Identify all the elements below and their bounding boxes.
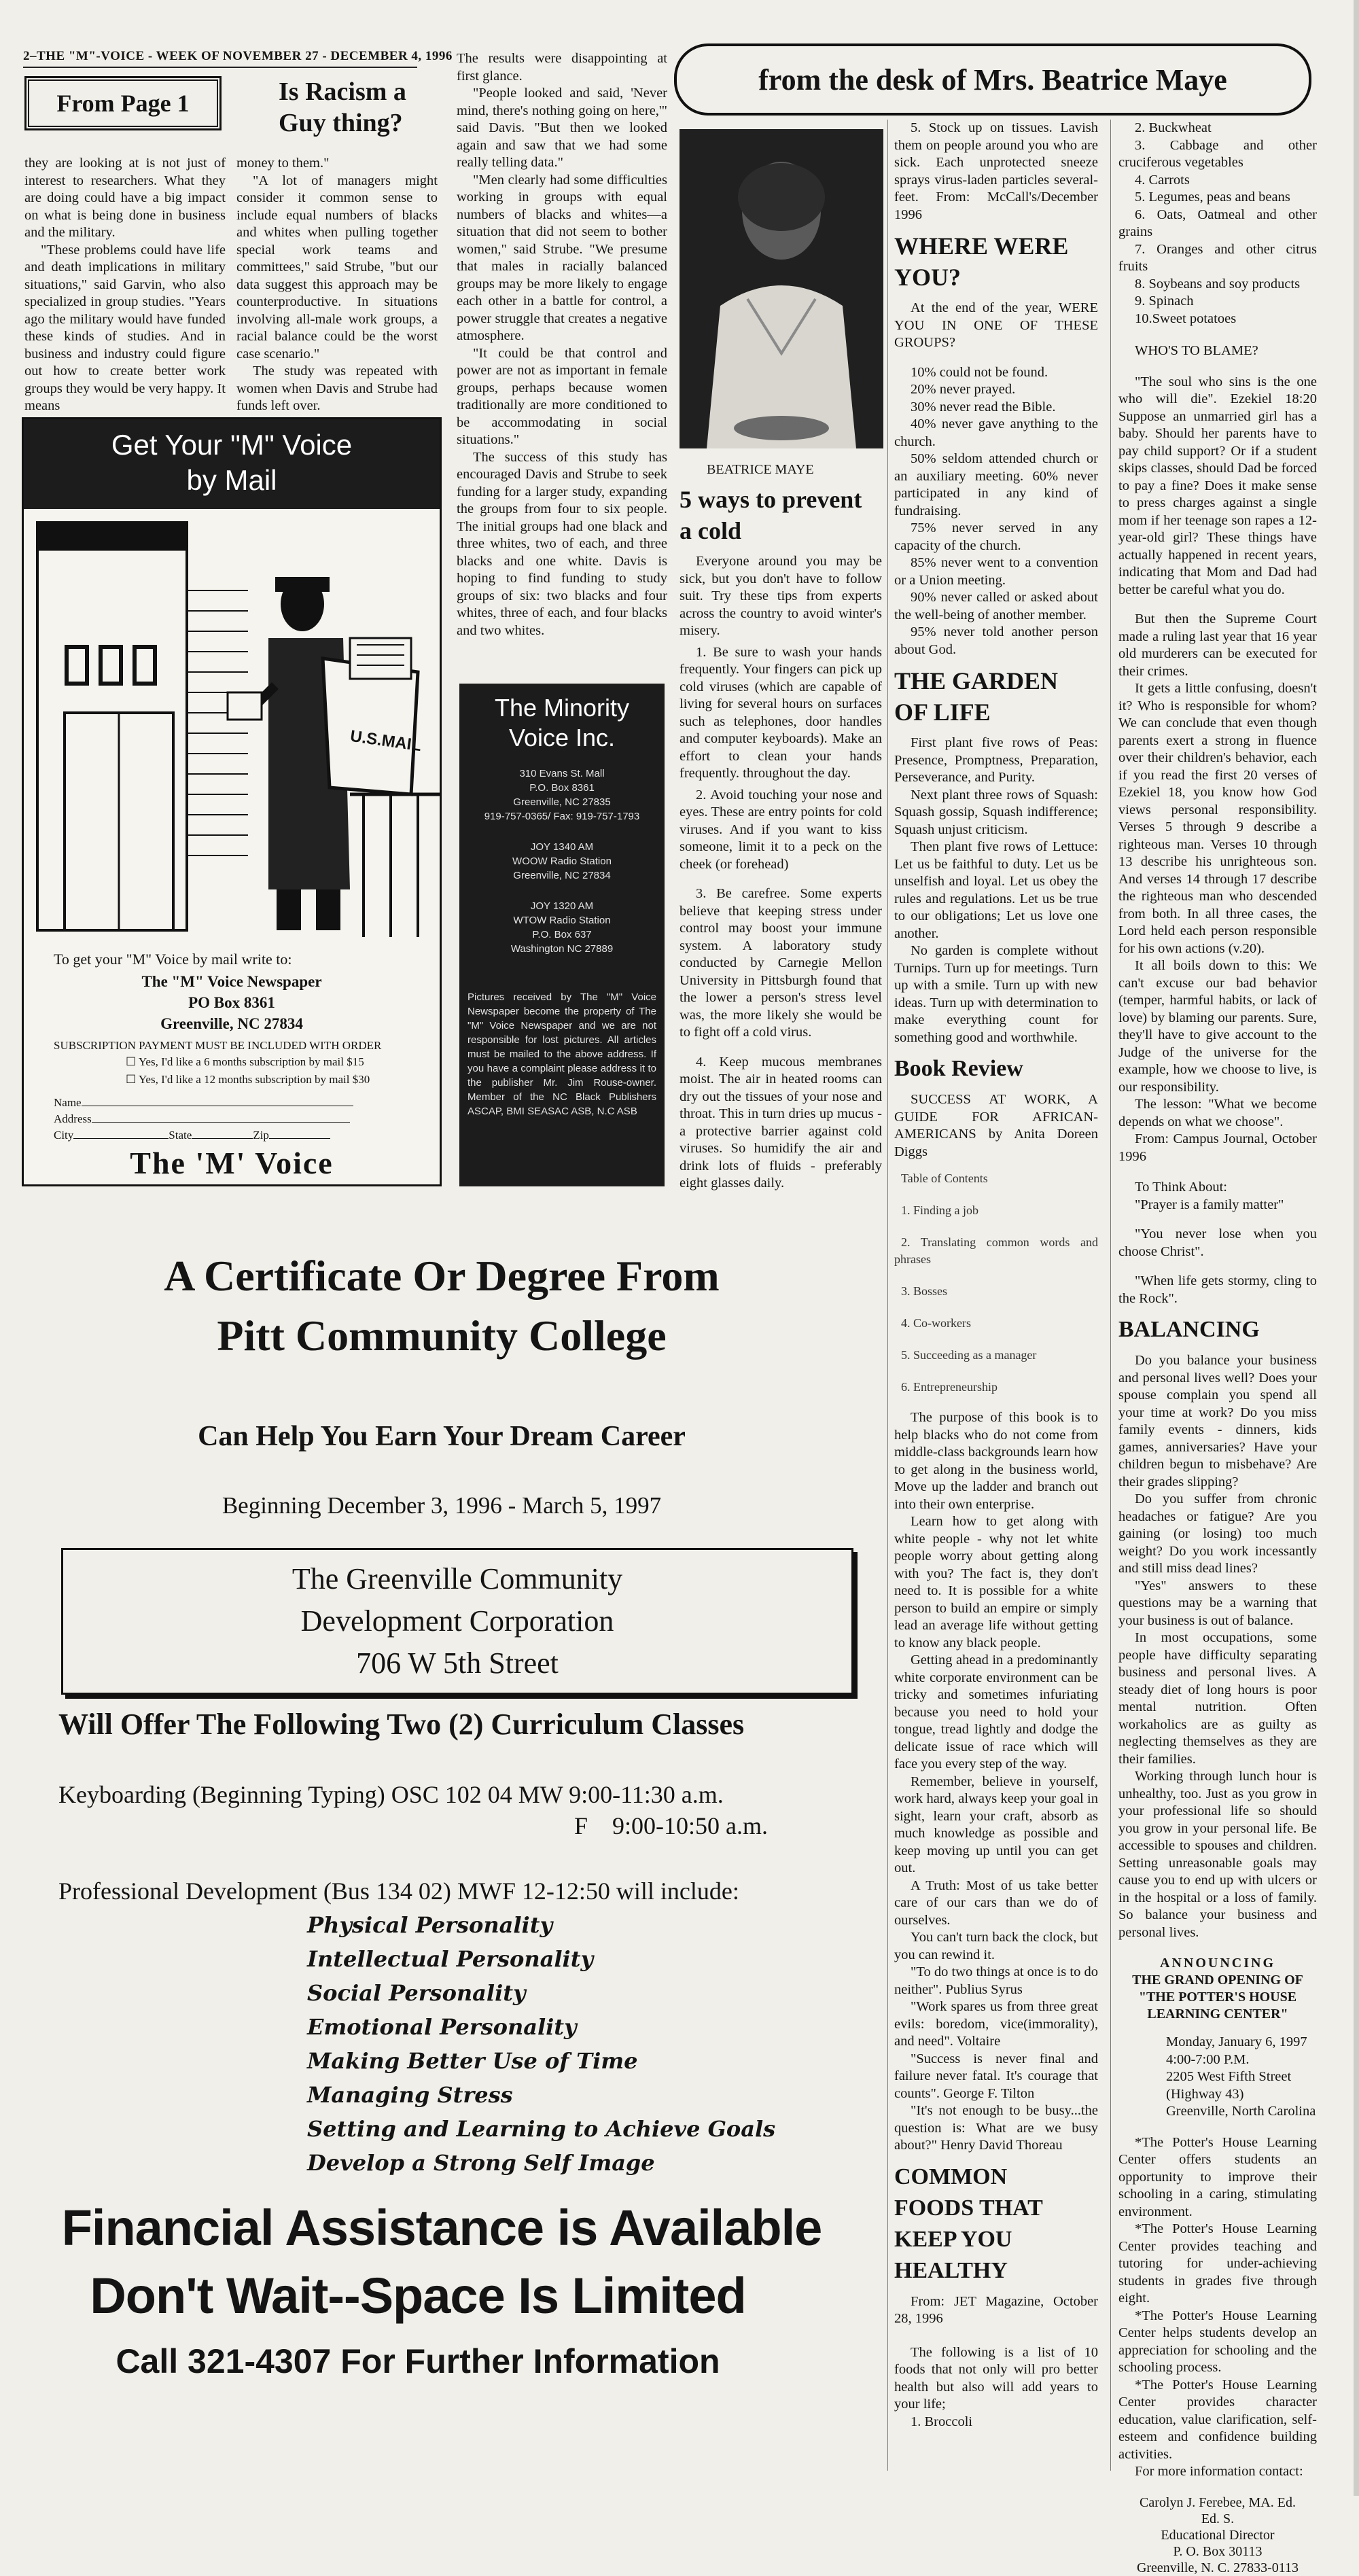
garden-title-line: OF LIFE <box>894 699 991 726</box>
topic-item: Making Better Use of Time <box>307 2048 638 2074</box>
where-title-line: WHERE WERE <box>894 232 1069 260</box>
review-title: Book Review <box>894 1056 1023 1081</box>
address-line: P.O. Box 8361 <box>529 782 595 794</box>
blame-title: WHO'S TO BLAME? <box>1135 343 1258 358</box>
blame-paragraph: But then the Supreme Court made a ruling last year that 16 year old murderers can be executed for their crimes. <box>1118 612 1317 679</box>
topics-list <box>307 1908 775 2180</box>
scan-edge <box>1354 0 1359 2496</box>
address-line: 310 Evans St. Mall <box>519 768 605 779</box>
list-item: 90% never called or asked about the well-being of another member. <box>894 590 1098 622</box>
class-keyboarding: Keyboarding (Beginning Typing) OSC 102 04 MW 9:00-11:30 a.m. <box>58 1781 724 1808</box>
cold-paragraph: Everyone around you may be sick, but you don't have to follow suit. Try these tips from experts across the country to avoid winter's misery. <box>680 554 882 638</box>
foods-title <box>894 2162 1098 2287</box>
foods-item: 2. Buckwheat <box>1135 120 1212 135</box>
city-label: City <box>54 1129 74 1142</box>
foods-item: 7. Oranges and other citrus fruits <box>1118 241 1317 274</box>
think-item: "When life gets stormy, cling to the Rock". <box>1118 1273 1317 1306</box>
mail-subscription-ad <box>22 417 442 1186</box>
subscription-option-12-months[interactable] <box>126 1073 370 1087</box>
minority-address-1 <box>467 766 656 824</box>
tissues-paragraph: 5. Stock up on tissues. Lavish them on people around you who are sick. Each unprotected sneeze sprays virus-laden particles several-feet. From: McCall's/December 1996 <box>894 120 1098 222</box>
topic-item: Managing Stress <box>307 2082 513 2108</box>
mail-address-line: Greenville, NC 27834 <box>160 1015 303 1032</box>
toc-item: 1. Finding a job <box>901 1203 979 1217</box>
review-paragraph: Learn how to get along with white people - why not let white people worry about getting along with you? The fact is, they don't need to. It is possible for a white person to build an empire or simply lead an average life without getting to know any black people. <box>894 1514 1098 1651</box>
racism-paragraph: they are looking at is not just of interest to researchers. What they are doing could have a big impact on what is being done in business and the military. <box>24 156 226 240</box>
foods-title-line: HEALTHY <box>894 2257 1008 2283</box>
review-paragraph: Remember, believe in yourself, work hard, always keep your goal in sight, learn your craft, absorb as much knowledge as possible and keep moving up until you can get out. <box>894 1774 1098 1875</box>
toc-item: 3. Bosses <box>901 1284 948 1298</box>
garden-title-line: THE GARDEN <box>894 667 1059 694</box>
blame-paragraph: "The soul who sins is the one who will die". Ezekiel 18:20 Suppose an unmarried girl has a baby. Should her parents have to pay child support? Or if a student skips classes, should Dad be forced to pay a fine? Does it make sense to press charges against a single mom if her teenage son rapes a 12-year-old girl? These things have actually happened in recent years, indicating that Mom and Dad had better be careful what you do. <box>1118 374 1317 597</box>
state-label: State <box>169 1129 192 1142</box>
list-item: 30% never read the Bible. <box>911 399 1056 414</box>
garden-title <box>894 665 1098 728</box>
list-item: 50% seldom attended church or an auxiliary meeting. 60% never participated in any kind of fundraising. <box>894 451 1098 518</box>
racism-paragraph: "Men clearly had some difficulties working in groups with equal numbers of blacks and whites—a situation that did not seem to bother women," said Strube. "We presume that males in racially balanced groups may be more likely to engage each other in a battle for control, a power struggle that creates a negative atmosphere. <box>457 172 667 343</box>
racism-column-3 <box>457 50 667 639</box>
cold-paragraph: 4. Keep mucous membranes moist. The air in heated rooms can dry out the tissues of your nose and throat. This in turn dries up mucus - a protective barrier against cold viruses. So humidify the air and drink lots of fluids - preferably eight glasses daily. <box>680 1054 882 1190</box>
garden-paragraph: No garden is complete without Turnips. Turn up for meetings. Turn up with a smile. Turn up with new ideas. Turn up with determination to make everything count for something good and worthwhile. <box>894 943 1098 1045</box>
mail-address-line: PO Box 8361 <box>188 994 275 1011</box>
org-line: The Greenville Community <box>292 1562 623 1595</box>
foods-title-line: FOODS THAT <box>894 2195 1043 2221</box>
pitt-headline <box>27 1246 856 1366</box>
garden-paragraph: First plant five rows of Peas: Presence, Promptness, Preparation, Perseverance, and Purity. <box>894 735 1098 785</box>
topic-item: Social Personality <box>307 1980 526 2006</box>
address-label: Address <box>54 1112 92 1125</box>
blame-paragraph: It all boils down to this: We can't excuse our bad behavior (temper, harmful habits, or lack of love) by blaming our parents. Sure, they'll have to give account to the Judge of the universe for the example, how we choose to live, is our responsibility. <box>1118 958 1317 1095</box>
column-rule <box>887 120 888 2471</box>
racism-paragraph: "It could be that control and power are not as important in female groups, perhaps because women traditionally are more conditioned to be accommodating in social situations." <box>457 345 667 447</box>
racism-paragraph: The success of this study has encouraged Davis and Strube to seek funding for a larger study, expanding the groups from four to six people. The initial groups had one black and three whites, two of each, and three blacks and one white. Davis is hoping to find funding to study groups of six: two blacks and four whites, three of each, and four blacks and two whites. <box>457 449 667 638</box>
review-paragraph: You can't turn back the clock, but you can rewind it. <box>894 1930 1098 1962</box>
opening-line: Monday, January 6, 1997 <box>1166 2034 1307 2049</box>
address-line: JOY 1320 AM <box>530 900 594 912</box>
minority-disclaimer: Pictures received by The "M" Voice Newspaper become the property of The "M" Voice Newspaper and we are not responsible for lost pictures. All articles must be mailed to the above address. If you have a complaint please address it to the publisher Mr. Jim Rouse-owner. Member of the NC Black Publishers ASCAP, BMI SEASAC ASB, N.C ASB <box>467 991 656 1117</box>
foods-item: 9. Spinach <box>1135 294 1194 308</box>
where-list <box>894 364 1098 659</box>
racism-paragraph: "A lot of managers might consider it common sense to include equal numbers of blacks and whites when pulling together special work teams and committees," said Strube, "but our data suggest this approach may be counterproductive. In situations involving all-male work groups, a racial balance could be the worst case scenario." <box>236 173 438 361</box>
cold-title-line: 5 ways to prevent <box>680 486 862 513</box>
blame-paragraph: It gets a little confusing, doesn't it? Who is responsible for whom? We can conclude that even though parents exert a strong in fluence over their children's behavior, each if you read the first 20 verses of Ezekiel 18, you know how God views personal responsibility. Verses 5 through 9 describe a righteous man. Verses 10 through 13 describe his unrighteous son. And verses 14 through 17 describe the righteous man who descended from both. In all three cases, the Lord held each person responsible for his own actions (v.20). <box>1118 681 1317 956</box>
from-page-box <box>24 76 222 130</box>
toc-item: 4. Co-workers <box>901 1316 971 1330</box>
contact-line: Carolyn J. Ferebee, MA. Ed. <box>1140 2494 1296 2510</box>
address-line: P.O. Box 637 <box>532 929 592 940</box>
mail-intro: To get your "M" Voice by mail write to: <box>54 951 292 968</box>
potters-paragraph: *The Potter's House Learning Center helps students develop an appreciation for schooling and the schooling process. <box>1118 2308 1317 2375</box>
topic-item: Physical Personality <box>307 1912 553 1938</box>
pitt-subhead: Can Help You Earn Your Dream Career <box>198 1421 686 1452</box>
where-title <box>894 230 1098 293</box>
call-info: Call 321-4307 For Further Information <box>116 2342 720 2380</box>
contact-label: For more information contact: <box>1135 2464 1303 2479</box>
address-line: JOY 1340 AM <box>530 841 594 853</box>
space-limited: Don't Wait--Space Is Limited <box>90 2268 746 2324</box>
opening-line: 4:00-7:00 P.M. <box>1166 2051 1250 2067</box>
foods-item: 4. Carrots <box>1135 172 1190 188</box>
foods-title-line: KEEP YOU <box>894 2226 1012 2252</box>
garden-paragraph: Next plant three rows of Squash: Squash gossip, Squash indifference; Squash unjust criticism. <box>894 787 1098 837</box>
greenville-org-box <box>61 1548 853 1695</box>
minority-title-line: Voice Inc. <box>508 724 616 752</box>
minority-address-3 <box>467 899 656 956</box>
masthead-rule <box>23 67 417 68</box>
garden-paragraph: Then plant five rows of Lettuce: Let us be faithful to duty. Let us be unselfish and loyal. Let us obey the rules and regulations. Let us be true to our obligations; Let us love one another. <box>894 839 1098 941</box>
mail-address-line: The "M" Voice Newspaper <box>141 973 322 990</box>
racism-paragraph: "These problems could have life and death implications in military situations," said Garvin, who also specialized in group studies. "Years ago the military would have funded these kinds of studies. And in business and industry could figure out how to create better work groups they would be very happy. It means <box>24 242 226 413</box>
foods-item: 3. Cabbage and other cruciferous vegetables <box>1118 137 1317 170</box>
pitt-headline-line: Pitt Community College <box>217 1311 667 1360</box>
think-item: "Prayer is a family matter" <box>1135 1197 1284 1212</box>
minority-title-line: The Minority <box>494 694 630 722</box>
opening-line: (Highway 43) <box>1166 2086 1244 2102</box>
foods-item: 5. Legumes, peas and beans <box>1135 190 1290 205</box>
minority-voice-box <box>459 684 665 1186</box>
contact-line: Ed. S. <box>1201 2511 1235 2526</box>
org-line: 706 W 5th Street <box>356 1646 559 1680</box>
address-line: WTOW Radio Station <box>513 915 611 926</box>
minority-address-2 <box>467 840 656 883</box>
announcing-line: THE GRAND OPENING OF <box>1132 1973 1303 1988</box>
city-state-zip-field[interactable] <box>54 1129 434 1142</box>
balancing-paragraph: Do you balance your business and personal lives well? Does your spouse complain you spend all your time at work? Do you miss family events - dinners, kids games, anniversaries? Have your children begun to misbehave? Are their grades slipping? <box>1118 1353 1317 1489</box>
address-line: Greenville, NC 27834 <box>513 870 611 881</box>
m-voice-logo: The 'M' Voice <box>130 1146 334 1180</box>
racism-paragraph: money to them." <box>236 156 330 171</box>
where-intro: At the end of the year, WERE YOU IN ONE OF THESE GROUPS? <box>894 300 1098 350</box>
racism-paragraph: The study was repeated with women when Davis and Strube had funds left over. <box>236 364 438 413</box>
list-item: 95% never told another person about God. <box>894 624 1098 657</box>
list-item: 20% never prayed. <box>911 382 1016 397</box>
topic-item: Setting and Learning to Achieve Goals <box>307 2116 776 2142</box>
racism-paragraph: The results were disappointing at first glance. <box>457 51 667 84</box>
class-keyboarding-friday: F 9:00-10:50 a.m. <box>574 1812 768 1839</box>
potters-paragraph: *The Potter's House Learning Center offers students an opportunity to improve their schooling in a caring, stimulating environment. <box>1118 2134 1317 2219</box>
announcing-line: "THE POTTER'S HOUSE <box>1138 1990 1297 2005</box>
class-professional-development: Professional Development (Bus 134 02) MWF 12-12:50 will include: <box>58 1877 739 1905</box>
foods-item: 1. Broccoli <box>911 2414 973 2429</box>
topic-item: Intellectual Personality <box>307 1946 594 1972</box>
option-label: Yes, I'd like a 6 months subscription by mail $15 <box>138 1055 364 1068</box>
balancing-paragraph: Working through lunch hour is unhealthy, too. Just as you grow in your professional life so should you grow in your personal life. Be accessible to spouses and children. Setting unreasonable goals may cause you to end up with ulcers or in the hospital or a loss of family. So balance your business and personal lives. <box>1118 1769 1317 1940</box>
toc-item: 5. Succeeding as a manager <box>901 1348 1037 1362</box>
list-item: 75% never served in any capacity of the church. <box>894 521 1098 553</box>
toc-item: 6. Entrepreneurship <box>901 1380 998 1394</box>
checkbox-icon[interactable]: ☐ <box>126 1055 139 1068</box>
list-item: 85% never went to a convention or a Union meeting. <box>894 555 1098 588</box>
org-line: Development Corporation <box>300 1604 614 1638</box>
list-item: 10% could not be found. <box>911 364 1048 380</box>
subscription-option-6-months[interactable] <box>126 1055 364 1069</box>
page-masthead: 2–THE "M"-VOICE - WEEK OF NOVEMBER 27 - DECEMBER 4, 1996 <box>23 49 453 63</box>
announcing-heading <box>1118 1955 1317 2023</box>
blame-paragraph: From: Campus Journal, October 1996 <box>1118 1131 1317 1164</box>
mail-banner <box>24 419 440 509</box>
zip-label: Zip <box>253 1129 269 1142</box>
foods-item: 10.Sweet potatoes <box>1135 311 1237 326</box>
foods-source: From: JET Magazine, October 28, 1996 <box>894 2293 1098 2326</box>
foods-title-line: COMMON <box>894 2164 1008 2189</box>
racism-headline-line1: Is Racism a <box>279 77 406 106</box>
think-item: "You never lose when you choose Christ". <box>1118 1227 1317 1259</box>
desk-column-3 <box>1118 120 1317 2576</box>
payment-note: SUBSCRIPTION PAYMENT MUST BE INCLUDED WITH ORDER <box>54 1039 382 1052</box>
toc-item: 2. Translating common words and phrases <box>894 1235 1098 1266</box>
contact-block <box>1118 2494 1317 2576</box>
balancing-title: BALANCING <box>1118 1317 1260 1342</box>
cold-paragraph: 2. Avoid touching your nose and eyes. These are entry points for cold viruses. And if you want to kiss someone, limit it to a peck on the cheek (or forehead) <box>680 787 882 872</box>
name-field[interactable] <box>54 1096 393 1110</box>
racism-column-1 <box>24 155 226 415</box>
financial-assistance: Financial Assistance is Available <box>61 2200 822 2256</box>
cold-paragraph: 3. Be carefree. Some experts believe that keeping stress under control may boost your immune system. A laboratory study conducted by Carnegie Mellon University in Pittsburgh found that the lower a person's stress level was, the more likely she would be to fight off a cold virus. <box>680 886 882 1040</box>
racism-paragraph: "People looked and said, 'Never mind, there's nothing going on here,'" said Davis. "But then we looked again and saw that we had some really telling data." <box>457 86 667 170</box>
checkbox-icon[interactable]: ☐ <box>126 1073 139 1086</box>
desk-banner: from the desk of Mrs. Beatrice Maye <box>674 43 1311 116</box>
from-page-label: From Page 1 <box>28 80 218 127</box>
address-field[interactable] <box>54 1112 393 1126</box>
portrait-image <box>680 129 883 448</box>
mail-banner-line2: by Mail <box>186 464 277 496</box>
review-paragraph: "It's not enough to be busy...the question is: What are we busy about?" Henry David Thoreau <box>894 2103 1098 2153</box>
opening-details <box>1166 2034 1317 2121</box>
address-line: Greenville, NC 27835 <box>513 796 611 808</box>
review-paragraph: "Work spares us from three great evils: boredom, vice(immorality), and need". Voltaire <box>894 1999 1098 2049</box>
cold-title <box>680 484 882 546</box>
balancing-paragraph: Do you suffer from chronic headaches or fatigue? Are you gaining (or losing) too much weight? Do you work incessantly and still miss dead lines? <box>1118 1492 1317 1576</box>
racism-column-2 <box>236 155 438 415</box>
where-title-line: YOU? <box>894 264 961 291</box>
table-of-contents <box>894 1170 1098 1396</box>
topic-item: Emotional Personality <box>307 2014 577 2040</box>
opening-line: Greenville, North Carolina <box>1166 2104 1316 2119</box>
toc-label: Table of Contents <box>901 1171 988 1185</box>
column-rule <box>1110 120 1111 2471</box>
review-paragraph: Getting ahead in a predominantly white corporate environment can be tricky and sometimes infuriating because you need to hold your tongue, tread lightly and dodge the delicate issue of race which will face you every step of the way. <box>894 1653 1098 1771</box>
cold-article <box>680 484 882 1193</box>
option-label: Yes, I'd like a 12 months subscription by mail $30 <box>138 1073 370 1086</box>
balancing-paragraph: In most occupations, some people have difficulty separating business and personal lives. A steady diet of long hours is poor mental nutrition. Often workaholics are as guilty as neglecting themselves as they are their families. <box>1118 1630 1317 1767</box>
beatrice-maye-photo <box>680 129 883 448</box>
blame-paragraph: The lesson: "What we become depends on what we choose". <box>1118 1097 1317 1129</box>
cold-paragraph: 1. Be sure to wash your hands frequently. Your fingers can pick up cold viruses (which are capable of living for several hours on surfaces such as telephones, door handles and computer keyboards). Make an effort to clean your hands frequently. throughout the day. <box>680 644 882 781</box>
racism-headline <box>279 76 406 139</box>
desk-column-2 <box>894 120 1098 2431</box>
mail-banner-line1: Get Your "M" Voice <box>111 429 353 461</box>
contact-line: P. O. Box 30113 <box>1173 2543 1263 2559</box>
foods-intro: The following is a list of 10 foods that not only will pro better health but also will add years to your life; <box>894 2344 1098 2412</box>
address-line: WOOW Radio Station <box>512 855 612 867</box>
foods-item: 8. Soybeans and soy products <box>1135 276 1301 292</box>
racism-headline-line2: Guy thing? <box>279 109 403 137</box>
review-paragraph: "To do two things at once is to do neither". Publius Syrus <box>894 1964 1098 1997</box>
review-book: SUCCESS AT WORK, A GUIDE FOR AFRICAN-AMERICANS by Anita Doreen Diggs <box>894 1092 1098 1159</box>
mailbag-label: U.S.MAIL <box>349 726 423 756</box>
name-label: Name <box>54 1096 82 1109</box>
photo-caption: BEATRICE MAYE <box>707 462 814 477</box>
opening-line: 2205 West Fifth Street <box>1166 2069 1292 2084</box>
list-item: 40% never gave anything to the church. <box>894 417 1098 449</box>
announcing-line: ANNOUNCING <box>1160 1956 1275 1971</box>
minority-title <box>467 693 656 753</box>
pitt-dates: Beginning December 3, 1996 - March 5, 1997 <box>222 1492 662 1519</box>
mailman-illustration <box>24 509 440 937</box>
foods-item: 6. Oats, Oatmeal and other grains <box>1118 207 1317 239</box>
foods-list <box>1118 120 1317 328</box>
review-paragraph: A Truth: Most of us take better care of our cars than we do of ourselves. <box>894 1877 1098 1928</box>
address-line: 919-757-0365/ Fax: 919-757-1793 <box>484 811 640 822</box>
announcing-line: LEARNING CENTER" <box>1147 2007 1288 2022</box>
potters-paragraph: *The Potter's House Learning Center provides character education, value clarification, self-esteem and confidence building activities. <box>1118 2377 1317 2462</box>
balancing-paragraph: "Yes" answers to these questions may be a warning that your business is out of balance. <box>1118 1578 1317 1628</box>
potters-paragraph: *The Potter's House Learning Center provides teaching and tutoring for under-achieving students in grades five through eight. <box>1118 2221 1317 2306</box>
org-lines <box>63 1550 851 1684</box>
mail-address <box>24 971 440 1034</box>
contact-line: Educational Director <box>1161 2527 1275 2543</box>
cold-title-line: a cold <box>680 517 742 544</box>
review-paragraph: "Success is never final and failure never fatal. It's courage that counts". George F. Tilton <box>894 2051 1098 2101</box>
topic-item: Develop a Strong Self Image <box>307 2150 655 2176</box>
pitt-offer: Will Offer The Following Two (2) Curriculum Classes <box>58 1708 745 1741</box>
think-label: To Think About: <box>1135 1180 1228 1195</box>
review-paragraph: The purpose of this book is to help blacks who do not come from middle-class backgrounds learn how to get along in the business world, Move up the ladder and branch out into their own enterprise. <box>894 1410 1099 1512</box>
address-line: Washington NC 27889 <box>510 943 614 955</box>
pitt-headline-line: A Certificate Or Degree From <box>164 1252 720 1300</box>
contact-line: Greenville, N. C. 27833-0113 <box>1136 2560 1299 2575</box>
